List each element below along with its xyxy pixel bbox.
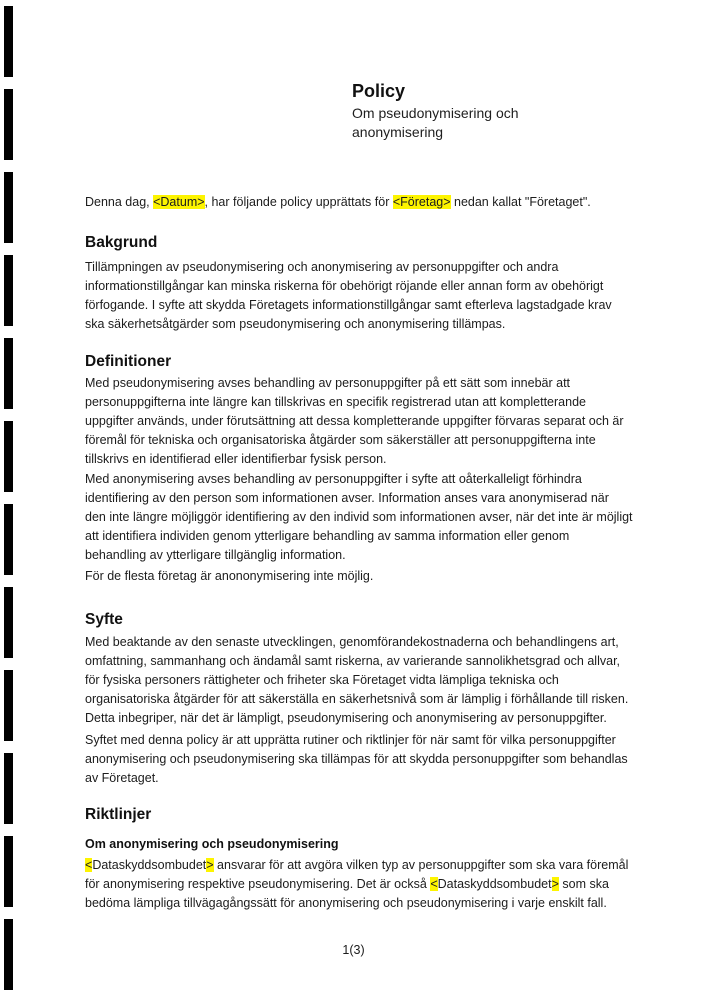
placeholder-token: > xyxy=(206,858,214,872)
intro-paragraph xyxy=(85,193,633,212)
definitioner-paragraph-1: Med pseudonymisering avses behandling av personuppgifter på ett sätt som innebär att personuppgifterna inte längre kan tillskrivas en specifik registrerad utan att kompletterande uppgifter används, under förutsättning att dessa kompletterande uppgifter förvaras separat och är föremål för tekniska och organisatoriska åtgärder som säkerställer att personuppgifterna inte tillskrivs en identifierad eller identifierbar fysisk person. xyxy=(85,376,624,466)
text-segment: Dataskyddsombudet xyxy=(437,877,552,891)
placeholder-token: <Datum> xyxy=(153,195,205,209)
document-title: Policy xyxy=(352,81,406,101)
placeholder-token: < xyxy=(85,858,93,872)
text-segment: ansvarar för att avgöra vilken typ av personuppgifter som ska vara föremål för anonymisering respektive pseudonymisering. Det är också xyxy=(85,858,629,891)
page-edge-scan-marks xyxy=(4,6,13,994)
text-segment: Dataskyddsombudet xyxy=(92,858,207,872)
text-segment: , har följande policy upprättats för xyxy=(204,195,393,209)
section-heading-syfte: Syfte xyxy=(85,611,123,628)
text-segment: Denna dag, xyxy=(85,195,154,209)
section-heading-bakgrund: Bakgrund xyxy=(85,234,158,251)
definitioner-paragraph-3: För de flesta företag är anononymisering inte möjlig. xyxy=(85,569,374,583)
riktlinjer-subheading: Om anonymisering och pseudonymisering xyxy=(85,837,339,851)
section-heading-riktlinjer: Riktlinjer xyxy=(85,806,152,823)
document-subtitle xyxy=(352,104,582,142)
section-heading-definitioner: Definitioner xyxy=(85,353,172,370)
document-subtitle-line1: Om pseudonymisering och xyxy=(352,105,519,121)
syfte-paragraph-2: Syftet med denna policy är att upprätta rutiner och riktlinjer för när samt för vilka personuppgifter anonymisering och pseudonymisering ska tillämpas för att skydda personuppgifter som behandlas av Företaget. xyxy=(85,733,628,785)
placeholder-token: <Företag> xyxy=(392,195,451,209)
placeholder-token: > xyxy=(551,877,559,891)
bakgrund-paragraph: Tillämpningen av pseudonymisering och anonymisering av personuppgifter och andra informationstillgångar kan minska riskerna för obehörigt röjande eller annan form av obehörigt förfogande. I syfte att skydda Företagets informationstillgångar samt efterleva lagstadgade krav ska säkerhetsåtgärder som pseudonymisering och anonymisering tillämpas. xyxy=(85,260,612,331)
syfte-paragraph-1: Med beaktande av den senaste utvecklingen, genomförandekostnaderna och behandlingens art, omfattning, sammanhang och ändamål samt riskerna, av varierande sannolikhetsgrad och allvar, för fysiska personers rättigheter och friheter ska Företaget vidta lämpliga tekniska och organisatoriska åtgärder för att säkerställa en säkerhetsnivå som är lämplig i förhållande till risken. Detta inbegriper, när det är lämpligt, pseudonymisering och anonymisering av personuppgifter. xyxy=(85,635,629,725)
placeholder-token: < xyxy=(430,877,438,891)
document-subtitle-line2: anonymisering xyxy=(352,124,444,140)
definitioner-paragraph-2: Med anonymisering avses behandling av personuppgifter i syfte att oåterkalleligt förhindra identifiering av den person som informationen avser. Information anses vara anonymiserad när den inte längre möjliggör identifiering av den individ som informationen avser, när det inte är möjligt att identifiera individen genom ytterligare behandling av samma information eller genom behandling av ytterligare tillgänglig information. xyxy=(85,472,633,562)
page-number: 1(3) xyxy=(342,943,365,957)
text-segment: nedan kallat "Företaget". xyxy=(450,195,591,209)
riktlinjer-paragraph xyxy=(85,856,633,913)
text-segment: som ska bedöma lämpliga tillvägagångssätt för anonymisering och pseudonymisering i varje enskilt fall. xyxy=(85,877,609,910)
